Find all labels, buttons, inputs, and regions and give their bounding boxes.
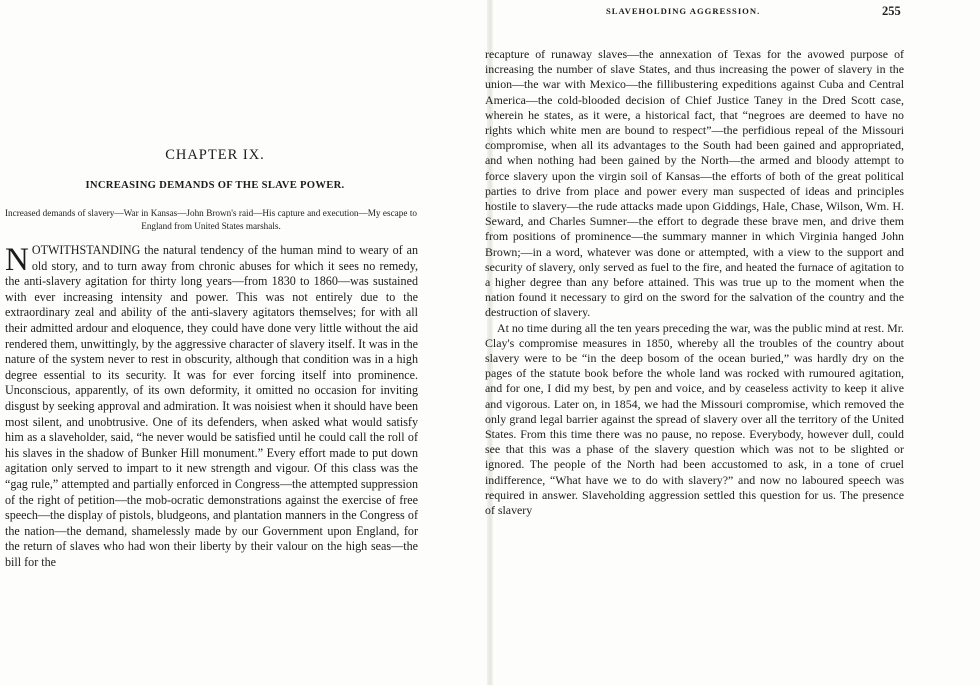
right-body xyxy=(485,47,904,518)
page-number: 255 xyxy=(882,4,901,18)
chapter-title: CHAPTER IX. xyxy=(165,147,265,163)
chapter-heading: INCREASING DEMANDS OF THE SLAVE POWER. xyxy=(85,180,345,191)
drop-cap: N xyxy=(5,242,29,278)
chapter-summary: Increased demands of slavery—War in Kansas—John Brown's raid—His capture and execution—My escape to England from United States marshals. xyxy=(5,208,417,231)
running-head: SLAVEHOLDING AGGRESSION. xyxy=(606,6,761,16)
right-page xyxy=(485,0,980,685)
right-paragraph-2: At no time during all the ten years preceding the war, was the public mind at rest. Mr. Clay's compromise measures in 1850, whereby all the troubles of the country about slavery were to be “in the deep bosom of the ocean buried,” was hardly dry on the pages of the statute book before the whole land was rocked with rumoured agitation, and for one, I did my best, by pen and voice, and by ceaseless activity to keep it alive and vigorous. Later on, in 1854, we had the Missouri compromise, which removed the only grand legal barrier against the spread of slavery over all the territory of the United States. From this time there was no pause, no repose. Everybody, however dull, could see that this was a phase of the slavery question which was not to be slighted or ignored. The people of the North had been accustomed to ask, in a tone of cruel indifference, “What have we to do with slavery?” and now no laboured speech was required in answer. Slaveholding aggression settled this question for us. The presence of slavery xyxy=(485,320,904,518)
left-body-text: OTWITHSTANDING the natural tendency of the human mind to weary of an old story, and to turn away from chronic abuses for which it sees no remedy, the anti-slavery agitation for thirty long years—from 1830 to 1860—was sustained with ever increasing intensity and power. This was not entirely due to the extraordinary zeal and ability of the anti-slavery agitators themselves; for with all their admitted ardour and eloquence, they could have done very little without the aid rendered them, unwittingly, by the aggressive character of slavery itself. It was in the nature of the system never to rest in obscurity, although that condition was in a high degree essential to its security. It was for ever forcing itself into prominence. Unconscious, apparently, of its own deformity, it omitted no occasion for inviting disgust by seeking approval and admiration. It was noisiest when it should have been most silent, and unobtrusive. One of its defenders, when asked what would satisfy him as a slaveholder, said, “he never would be satisfied until he could call the roll of his slaves in the shadow of Bunker Hill monument.” Every effort made to put down agitation only served to impart to it new strength and vigour. Of this class was the “gag rule,” attempted and partially enforced in Congress—the attempted suppression of the right of petition—the mob-ocratic demonstrations against the exercise of free speech—the display of pistols, bludgeons, and plantation manners in the Congress of the nation—the demand, shamelessly made by our Government upon England, for the return of slaves who had won their liberty by their valour on the high seas—the bill for the xyxy=(5,243,418,569)
left-body-paragraph xyxy=(5,243,418,570)
right-paragraph-1: recapture of runaway slaves—the annexation of Texas for the avowed purpose of increasing the number of slave States, and thus increasing the power of slavery in the union—the war with Mexico—the fillibustering expeditions against Cuba and Central America—the cold-blooded decision of Chief Justice Taney in the Dred Scott case, wherein he states, as it were, a historical fact, that “negroes are deemed to have no rights which white men are bound to respect”—the perfidious repeal of the Missouri compromise, when all its advantages to the South had been gained and appropriated, and when nothing had been gained by the North—the armed and bloody attempt to force slavery upon the virgin soil of Kansas—the efforts of both of the great political parties to drive from place and power every man suspected of ideas and principles hostile to slavery—the rude attacks made upon Giddings, Hale, Chase, Wilson, Wm. H. Seward, and Charles Sumner—the effort to degrade these brave men, and drive them from positions of prominence—the summary manner in which Virginia hanged John Brown;—in a word, whatever was done or attempted, with a view to the support and security of slavery, only served as fuel to the fire, and heated the furnace of agitation to a higher degree than any before attained. This was true up to the moment when the nation found it necessary to gird on the sword for the salvation of the country and the destruction of slavery. xyxy=(485,47,904,320)
